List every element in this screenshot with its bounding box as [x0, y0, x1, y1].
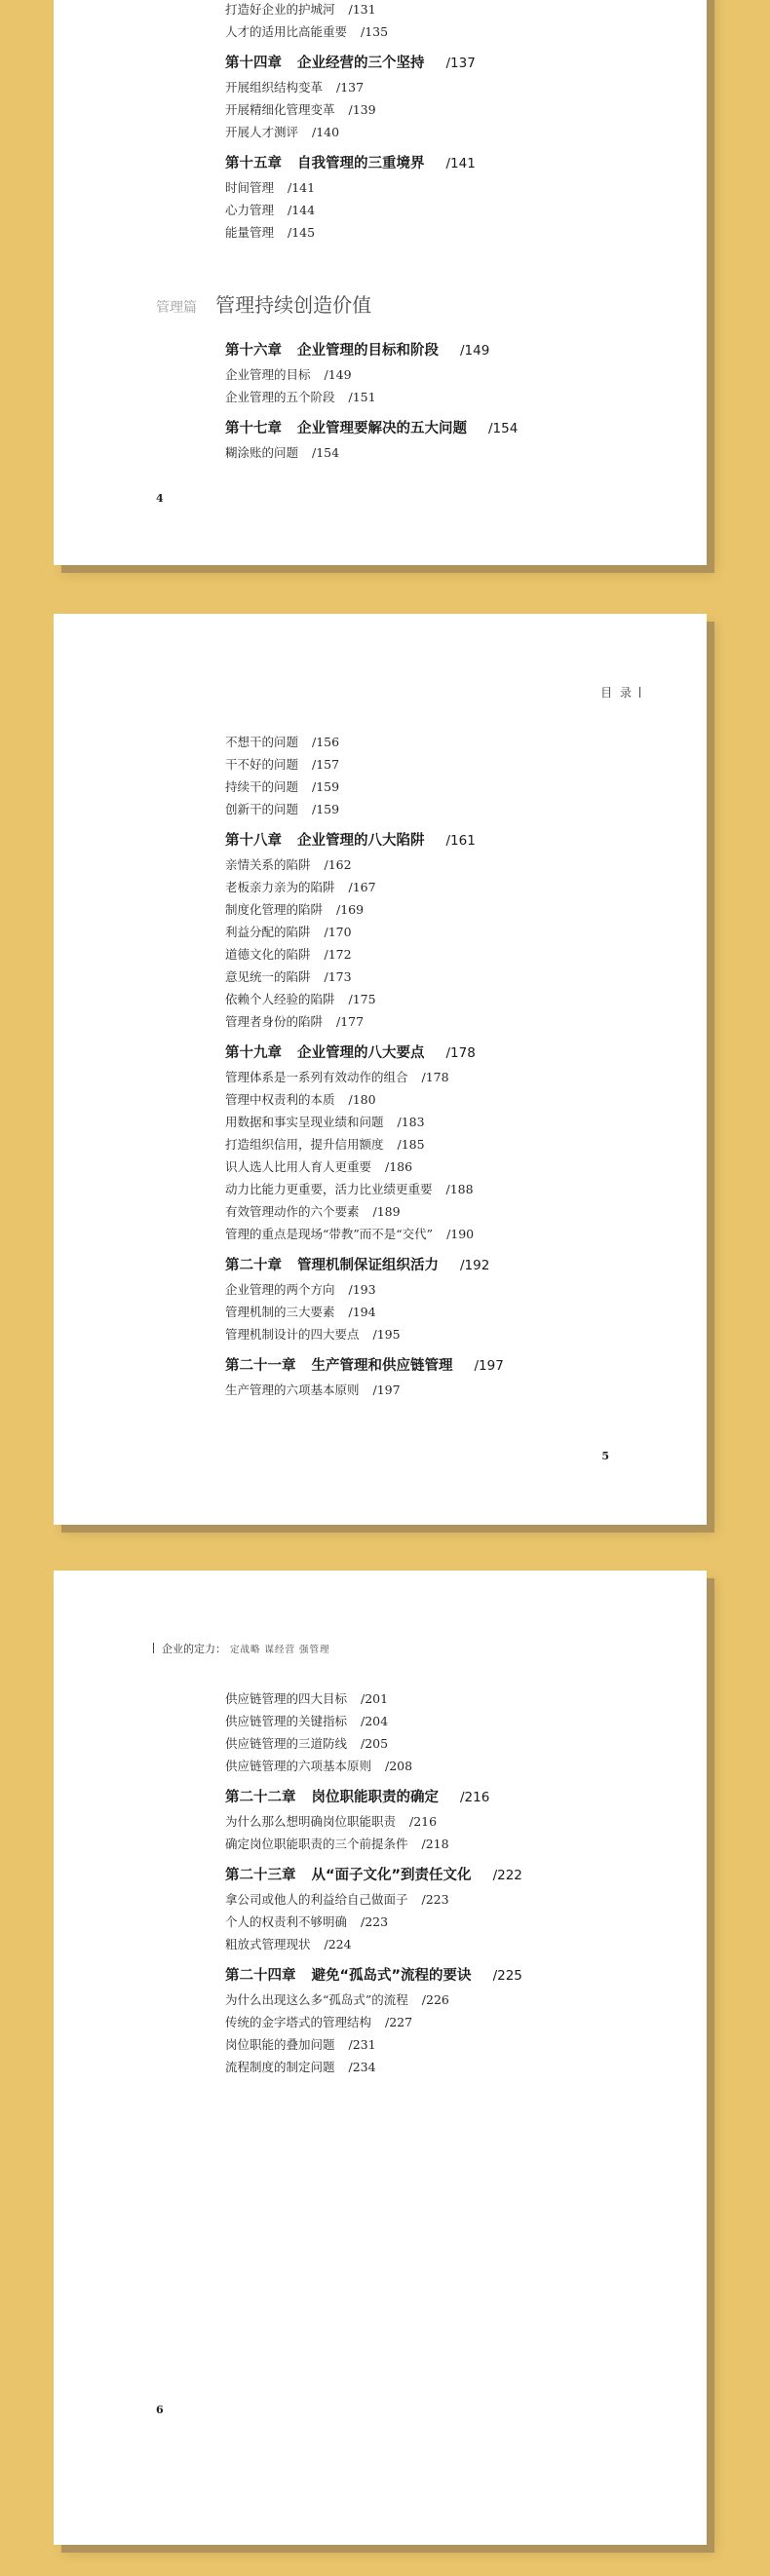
- chapter-number: 第十六章: [225, 343, 282, 359]
- toc-entry-title: 管理机制的三大要素: [225, 1305, 335, 1319]
- toc-entry[interactable]: [225, 853, 687, 876]
- chapter-title: 从“面子文化”到责任文化: [311, 1868, 472, 1883]
- toc-entry-title: 意见统一的陷阱: [225, 969, 311, 984]
- toc-entry-title: 开展精细化管理变革: [225, 102, 335, 117]
- toc-entry-page: /159: [312, 802, 340, 816]
- toc-entry-title: 拿公司或他人的利益给自己做面子: [225, 1892, 408, 1907]
- toc-entry-title: 依赖个人经验的陷阱: [225, 992, 335, 1006]
- chapter-page: /141: [445, 156, 476, 171]
- toc-entry-list: [225, 0, 687, 43]
- chapter-number: 第十八章: [225, 833, 282, 849]
- part-title: 管理持续创造价值: [215, 293, 372, 317]
- toc-entry-page: /231: [348, 2037, 376, 2052]
- toc-block: [225, 1687, 687, 2078]
- toc-entry-page: /139: [348, 102, 376, 117]
- chapter-page: /225: [492, 1968, 522, 1984]
- toc-entry[interactable]: [225, 1687, 687, 1710]
- toc-entry[interactable]: [225, 1911, 687, 1933]
- toc-entry-page: /144: [288, 203, 316, 217]
- toc-entry-title: 企业管理的两个方向: [225, 1282, 335, 1297]
- toc-block-top: [225, 0, 687, 244]
- chapter-title: 企业经营的三个坚持: [297, 56, 425, 71]
- toc-entry-title: 确定岗位职能职责的三个前提条件: [225, 1837, 408, 1851]
- toc-entry-title: 打造好企业的护城河: [225, 2, 335, 17]
- toc-entry-page: /218: [421, 1837, 449, 1851]
- toc-entry-page: /223: [421, 1892, 449, 1907]
- chapter-23-heading[interactable]: [225, 1863, 687, 1888]
- toc-entry-title: 糊涂账的问题: [225, 445, 299, 460]
- toc-entry-page: /216: [409, 1814, 438, 1829]
- toc-entry[interactable]: [225, 876, 687, 898]
- toc-entry[interactable]: [225, 1710, 687, 1732]
- chapter-number: 第十七章: [225, 421, 282, 436]
- chapter-title: 避免“孤岛式”流程的要诀: [311, 1968, 472, 1984]
- chapter-title: 管理机制保证组织活力: [297, 1258, 439, 1273]
- toc-entry-title: 供应链管理的四大目标: [225, 1691, 348, 1706]
- toc-entry-page: /159: [312, 779, 340, 794]
- toc-entry[interactable]: [225, 98, 687, 121]
- toc-entry[interactable]: [225, 2011, 687, 2033]
- toc-entry-title: 岗位职能的叠加问题: [225, 2037, 335, 2052]
- toc-entry-page: /226: [421, 1992, 449, 2007]
- toc-entry-title: 粗放式管理现状: [225, 1937, 311, 1951]
- toc-entry-page: /167: [348, 880, 376, 894]
- chapter-title: 生产管理和供应链管理: [311, 1358, 453, 1374]
- toc-entry-page: /223: [361, 1914, 389, 1929]
- toc-entry[interactable]: [225, 1323, 687, 1345]
- toc-entry-title: 识人选人比用人育人更重要: [225, 1159, 372, 1174]
- toc-entry-title: 创新干的问题: [225, 802, 299, 816]
- toc-entry-page: /172: [324, 947, 352, 962]
- toc-entry-page: /169: [336, 902, 365, 917]
- toc-entry[interactable]: [225, 966, 687, 988]
- toc-entry-title: 管理体系是一系列有效动作的组合: [225, 1070, 408, 1084]
- toc-entry[interactable]: [225, 1088, 687, 1111]
- chapter-21-heading[interactable]: [225, 1353, 687, 1379]
- chapter-page: /137: [445, 56, 476, 71]
- toc-page-4: [54, 0, 707, 565]
- toc-page-5: [54, 614, 707, 1525]
- toc-entry-list: [225, 1989, 687, 2078]
- toc-entry-list: [225, 853, 687, 1033]
- chapter-page: /149: [460, 343, 490, 359]
- chapter-page: /216: [460, 1790, 490, 1805]
- chapter-page: /178: [445, 1045, 476, 1061]
- toc-entry-title: 持续干的问题: [225, 779, 299, 794]
- running-head-divider: [639, 687, 640, 698]
- toc-entry-page: /141: [288, 180, 316, 195]
- toc-entry-title: 企业管理的五个阶段: [225, 390, 335, 404]
- toc-entry[interactable]: [225, 776, 687, 798]
- toc-entry-list: [225, 176, 687, 244]
- toc-entry-title: 利益分配的陷阱: [225, 925, 311, 939]
- toc-entry[interactable]: [225, 1223, 687, 1245]
- running-head-title: 企业的定力：: [162, 1643, 226, 1655]
- toc-entry-title: 动力比能力更重要，活力比业绩更重要: [225, 1182, 433, 1196]
- toc-entry[interactable]: [225, 898, 687, 921]
- toc-entry-page: /145: [288, 225, 316, 240]
- chapter-22-heading[interactable]: [225, 1785, 687, 1810]
- toc-entry[interactable]: [225, 20, 687, 43]
- chapter-19-heading[interactable]: [225, 1041, 687, 1066]
- toc-entry-title: 生产管理的六项基本原则: [225, 1383, 360, 1397]
- toc-entry-title: 道德文化的陷阱: [225, 947, 311, 962]
- toc-entry-page: /173: [324, 969, 352, 984]
- toc-entry-page: /137: [336, 80, 365, 95]
- toc-entry[interactable]: [225, 1111, 687, 1133]
- chapter-number: 第十五章: [225, 156, 282, 171]
- page-number: 4: [156, 492, 164, 505]
- toc-entry[interactable]: [225, 221, 687, 244]
- toc-block: [225, 731, 687, 1401]
- chapter-page: /197: [474, 1358, 504, 1374]
- toc-entry-title: 管理中权责利的本质: [225, 1092, 335, 1107]
- toc-entry-page: /190: [446, 1227, 475, 1241]
- chapter-24-heading[interactable]: [225, 1963, 687, 1989]
- toc-entry-page: /175: [348, 992, 376, 1006]
- chapter-title: 企业管理的八大要点: [297, 1045, 425, 1061]
- toc-entry[interactable]: [225, 1278, 687, 1301]
- toc-entry-list: [225, 441, 687, 464]
- toc-entry-title: 干不好的问题: [225, 757, 299, 772]
- toc-entry-page: /185: [397, 1137, 425, 1152]
- toc-entry[interactable]: [225, 798, 687, 820]
- toc-entry[interactable]: [225, 441, 687, 464]
- chapter-number: 第二十三章: [225, 1868, 296, 1883]
- toc-entry[interactable]: [225, 1732, 687, 1755]
- toc-entry-list: [225, 1810, 687, 1855]
- toc-entry-page: /170: [324, 925, 352, 939]
- toc-entry-page: /151: [348, 390, 376, 404]
- toc-entry[interactable]: [225, 2033, 687, 2056]
- toc-entry-title: 时间管理: [225, 180, 275, 195]
- toc-entry-list: [225, 1888, 687, 1955]
- toc-entry-title: 流程制度的制定问题: [225, 2060, 335, 2074]
- toc-entry-page: /154: [312, 445, 340, 460]
- toc-entry-page: /224: [324, 1937, 352, 1951]
- toc-entry-list: [225, 1379, 687, 1401]
- toc-entry-title: 供应链管理的三道防线: [225, 1736, 348, 1751]
- toc-entry-page: /193: [348, 1282, 376, 1297]
- toc-entry-page: /189: [372, 1204, 401, 1219]
- toc-entry[interactable]: [225, 1933, 687, 1955]
- chapter-number: 第二十四章: [225, 1968, 296, 1984]
- toc-entry-title: 有效管理动作的六个要素: [225, 1204, 360, 1219]
- toc-entry-list: [225, 363, 687, 408]
- toc-entry-title: 开展组织结构变革: [225, 80, 324, 95]
- chapter-number: 第二十二章: [225, 1790, 296, 1805]
- toc-entry[interactable]: [225, 988, 687, 1010]
- toc-entry[interactable]: [225, 121, 687, 143]
- toc-entry-page: /157: [312, 757, 340, 772]
- toc-entry-title: 不想干的问题: [225, 735, 299, 749]
- part-heading: [156, 289, 371, 318]
- toc-entry-title: 传统的金字塔式的管理结构: [225, 2015, 372, 2029]
- toc-entry-page: /186: [385, 1159, 413, 1174]
- toc-entry[interactable]: [225, 1833, 687, 1855]
- toc-entry-page: /188: [445, 1182, 474, 1196]
- chapter-number: 第十四章: [225, 56, 282, 71]
- running-head-text: 目 录: [600, 686, 634, 700]
- chapter-title: 企业管理的目标和阶段: [297, 343, 439, 359]
- toc-entry-title: 企业管理的目标: [225, 367, 311, 382]
- toc-entry-title: 为什么那么想明确岗位职能职责: [225, 1814, 397, 1829]
- toc-entry-title: 供应链管理的关键指标: [225, 1714, 348, 1728]
- chapter-page: /154: [488, 421, 519, 436]
- toc-entry-page: /204: [361, 1714, 389, 1728]
- toc-entry-list: [225, 1687, 687, 1777]
- toc-entry[interactable]: [225, 1888, 687, 1911]
- toc-entry-title: 心力管理: [225, 203, 275, 217]
- toc-entry-title: 老板亲力亲为的陷阱: [225, 880, 335, 894]
- toc-entry[interactable]: [225, 921, 687, 943]
- chapter-title: 企业管理要解决的五大问题: [297, 421, 467, 436]
- toc-entry-page: /194: [348, 1305, 376, 1319]
- toc-entry[interactable]: [225, 1178, 687, 1200]
- toc-entry-title: 制度化管理的陷阱: [225, 902, 324, 917]
- toc-entry-page: /162: [324, 857, 352, 872]
- running-head-divider: [153, 1643, 154, 1653]
- page-number: 6: [156, 2404, 164, 2416]
- toc-entry-page: /195: [372, 1327, 401, 1342]
- toc-entry[interactable]: [225, 176, 687, 199]
- toc-entry[interactable]: [225, 753, 687, 776]
- toc-entry-title: 个人的权责利不够明确: [225, 1914, 348, 1929]
- toc-entry-title: 为什么出现这么多“孤岛式”的流程: [225, 1992, 408, 2007]
- toc-entry[interactable]: [225, 363, 687, 386]
- toc-page-6: [54, 1571, 707, 2545]
- toc-entry-title: 能量管理: [225, 225, 275, 240]
- chapter-page: /192: [460, 1258, 490, 1273]
- toc-entry-page: /178: [421, 1070, 449, 1084]
- toc-entry-title: 人才的适用比高能重要: [225, 24, 348, 39]
- toc-entry-page: /201: [361, 1691, 389, 1706]
- chapter-14-heading[interactable]: [225, 51, 687, 76]
- chapter-title: 岗位职能职责的确定: [311, 1790, 439, 1805]
- toc-entry-page: /205: [361, 1736, 389, 1751]
- chapter-title: 自我管理的三重境界: [297, 156, 425, 171]
- toc-entry-title: 开展人才测评: [225, 125, 299, 139]
- toc-entry-title: 亲情关系的陷阱: [225, 857, 311, 872]
- toc-entry-page: /234: [348, 2060, 376, 2074]
- toc-entry-page: /208: [385, 1759, 413, 1773]
- toc-entry[interactable]: [225, 731, 687, 753]
- toc-entry-list: [225, 1066, 687, 1245]
- toc-entry[interactable]: [225, 1379, 687, 1401]
- toc-entry-list: [225, 76, 687, 143]
- toc-entry[interactable]: [225, 1989, 687, 2011]
- chapter-17-heading[interactable]: [225, 416, 687, 441]
- toc-entry-title: 管理机制设计的四大要点: [225, 1327, 360, 1342]
- toc-entry-page: /149: [324, 367, 352, 382]
- toc-entry-page: /131: [348, 2, 376, 17]
- toc-entry-page: /177: [336, 1014, 365, 1029]
- chapter-18-heading[interactable]: [225, 828, 687, 853]
- toc-entry[interactable]: [225, 386, 687, 408]
- toc-entry[interactable]: [225, 0, 687, 20]
- toc-entry-page: /156: [312, 735, 340, 749]
- toc-entry[interactable]: [225, 1200, 687, 1223]
- toc-entry-title: 供应链管理的六项基本原则: [225, 1759, 372, 1773]
- toc-entry[interactable]: [225, 1010, 687, 1033]
- toc-entry[interactable]: [225, 1133, 687, 1155]
- part-label: 管理篇: [156, 300, 197, 316]
- chapter-15-heading[interactable]: [225, 151, 687, 176]
- toc-entry[interactable]: [225, 1155, 687, 1178]
- chapter-page: /222: [492, 1868, 522, 1883]
- toc-entry[interactable]: [225, 76, 687, 98]
- chapter-number: 第二十章: [225, 1258, 282, 1273]
- chapter-16-heading[interactable]: [225, 338, 687, 363]
- chapter-title: 企业管理的八大陷阱: [297, 833, 425, 849]
- toc-entry-title: 用数据和事实呈现业绩和问题: [225, 1115, 384, 1129]
- toc-entry[interactable]: [225, 1810, 687, 1833]
- toc-entry[interactable]: [225, 1066, 687, 1088]
- chapter-number: 第二十一章: [225, 1358, 296, 1374]
- chapter-20-heading[interactable]: [225, 1253, 687, 1278]
- toc-entry-page: /140: [312, 125, 340, 139]
- toc-entry[interactable]: [225, 1755, 687, 1777]
- toc-entry[interactable]: [225, 2056, 687, 2078]
- toc-entry[interactable]: [225, 1301, 687, 1323]
- page-number: 5: [601, 1450, 609, 1462]
- toc-entry[interactable]: [225, 199, 687, 221]
- toc-entry-title: 打造组织信用，提升信用额度: [225, 1137, 384, 1152]
- running-head-subtitle: 定战略 谋经营 强管理: [230, 1645, 330, 1655]
- toc-entry-page: /180: [348, 1092, 376, 1107]
- toc-entry-list: [225, 1278, 687, 1345]
- toc-entry[interactable]: [225, 943, 687, 966]
- toc-entry-title: 管理者身份的陷阱: [225, 1014, 324, 1029]
- toc-block-bottom: [225, 338, 687, 464]
- toc-entry-page: /197: [372, 1383, 401, 1397]
- chapter-page: /161: [445, 833, 476, 849]
- chapter-number: 第十九章: [225, 1045, 282, 1061]
- running-head: [600, 684, 640, 701]
- toc-entry-list: [225, 731, 687, 820]
- toc-entry-page: /135: [361, 24, 389, 39]
- toc-entry-page: /183: [397, 1115, 425, 1129]
- running-head: [153, 1641, 330, 1656]
- toc-entry-title: 管理的重点是现场“带教”而不是“交代”: [225, 1227, 434, 1241]
- toc-entry-page: /227: [385, 2015, 413, 2029]
